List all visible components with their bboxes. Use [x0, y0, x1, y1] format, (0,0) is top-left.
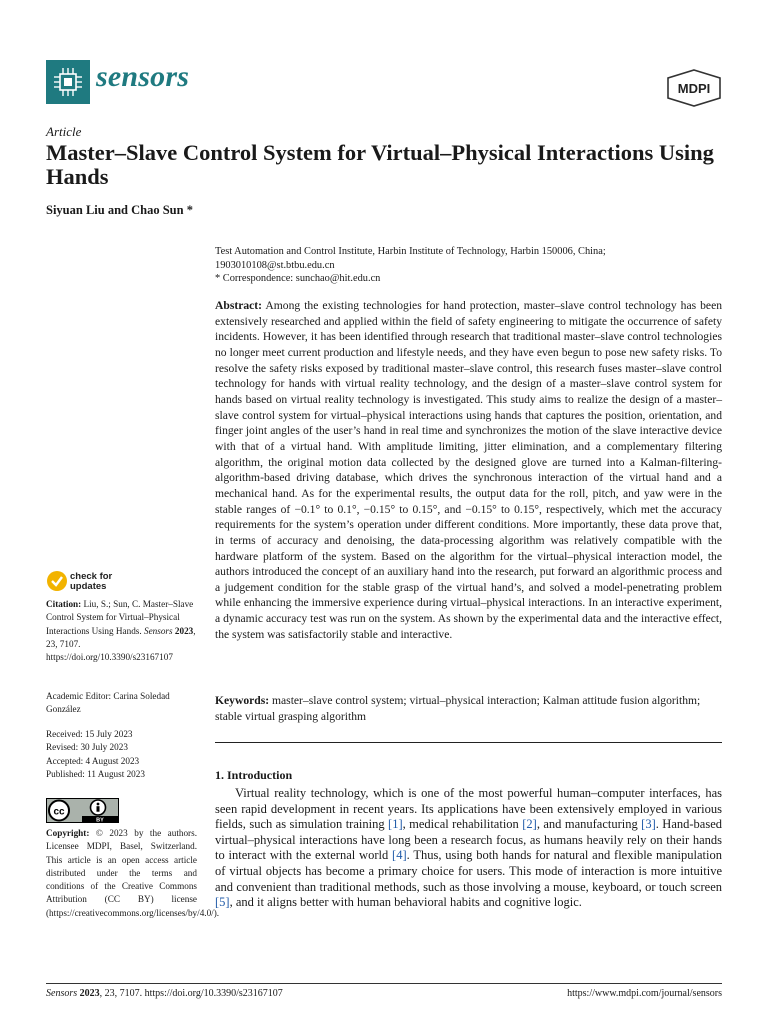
citation-doi[interactable]: , 23, 7107. https://doi.org/10.3390/s23167107 — [46, 625, 196, 663]
section-divider — [215, 742, 722, 743]
revised-date: Revised: 30 July 2023 — [46, 742, 128, 753]
check-label-line1: check for — [70, 571, 113, 582]
intro-text: , medical rehabilitation — [402, 817, 523, 832]
published-date: Published: 11 August 2023 — [46, 768, 145, 779]
citation-block — [46, 598, 196, 664]
intro-text: , and manufacturing — [536, 817, 642, 832]
citation-link[interactable]: [4] — [392, 848, 407, 863]
section-heading: 1. Introduction — [215, 768, 293, 782]
journal-logo-icon — [46, 60, 90, 104]
authors: Siyuan Liu and Chao Sun * — [46, 203, 193, 217]
copyright-notice — [46, 827, 220, 920]
received-date: Received: 15 July 2023 — [46, 729, 133, 739]
cc-by-license-icon[interactable] — [46, 798, 119, 823]
affiliation-line: Test Automation and Control Institute, Harbin Institute of Technology, Harbin 150006, China; — [215, 246, 606, 257]
footer-journal: Sensors — [46, 988, 78, 999]
copyright-text: © 2023 by the authors. Licensee MDPI, Basel, Switzerland. This article is an open access article distributed under the terms and conditions of the Creative Commons Attribution (CC BY) license (https://creativecommons.org/licenses/by/4.0/). — [46, 828, 220, 918]
affiliation-email: 1903010108@st.btbu.edu.cn — [215, 259, 335, 271]
citation-link[interactable]: [5] — [215, 895, 230, 910]
citation-link[interactable]: [2] — [522, 817, 537, 832]
mdpi-logo-icon — [664, 68, 724, 108]
dates-block — [46, 728, 196, 781]
article-type: Article — [46, 124, 82, 139]
paper-title: Master–Slave Control System for Virtual–Physical Interactions Using Hands — [46, 140, 714, 189]
check-for-updates-label[interactable] — [70, 572, 112, 592]
footer-journal-url[interactable]: https://www.mdpi.com/journal/sensors — [567, 988, 722, 999]
mdpi-logo-text: MDPI — [677, 81, 711, 96]
intro-paragraph — [215, 786, 722, 911]
keywords-text: master–slave control system; virtual–physical interaction; Kalman attitude fusion algorithm; stable virtual grasping algorithm — [215, 694, 701, 723]
svg-text:cc: cc — [53, 806, 65, 818]
keywords — [215, 693, 722, 724]
copyright-label: Copyright: — [46, 828, 90, 838]
accepted-date: Accepted: 4 August 2023 — [46, 755, 140, 766]
check-label-line2: updates — [70, 581, 107, 592]
abstract-text: Among the existing technologies for hand protection, master–slave control technology has been extensively researched and applied within the field of safety engineering to mitigate the occurrence of safety incidents. However, it has been identified through research that traditional master–slave control technologies no longer meet current production and lifestyle needs, and they have even begun to pose new safety risks. To resolve the safety risks exposed by traditional master–slave control, this research fuses master–slave control technology for hands with virtual reality technology, and the design of a master–slave control system for hands based on virtual reality technology is investigated. This study aims to realize the design of a master–slave control system for virtual–physical interactions using hands that captures the position, orientation, and finger joint angles of the user’s hand in real time and synchronizes the motion of the slave interactive device with that of a virtual hand. With amplitude limiting, jitter elimination, and a complementary filtering algorithm, the original motion data collected by the designed glove are turned into a Kalman-filtering-algorithm-based driving database, which drives the synchronous interaction of the virtual hand and a mechanical hand. As for the experimental results, the output data for the roll, pitch, and yaw were in the stable ranges of −0.1° to 0.1°, −0.15° to 0.15°, and −0.15° to 0.15°, respectively, which met the accuracy requirements for the system’s operation under different conditions. More importantly, these data prove that, in terms of accuracy and denoising, the data-processing algorithm was relatively compatible with the hardware platform of the system. Based on the algorithm for the virtual–physical interaction model, the authors introduced the concept of an auxiliary hand into the research, put forward an algorithmic process and a judgement condition for the stable grasp of the virtual hand’s, and solved a model-penetrating problem while enhancing the immersive experience during virtual–physical interactions. In an interactive experiment, a dynamic accuracy test was run on the system. As shown by the experimental data and the interactive effect, the system was satisfactorily stable and interactive. — [215, 299, 723, 641]
footer-citation — [46, 988, 283, 999]
abstract — [215, 298, 722, 642]
intro-text: , and it aligns better with human behavioral habits and cognitive logic. — [229, 895, 582, 910]
abstract-label: Abstract: — [215, 299, 263, 312]
check-for-updates-icon[interactable] — [46, 570, 68, 592]
footer-year: 2023 — [77, 988, 100, 999]
citation-text: Liu, S.; Sun, C. Master–Slave Control System for Virtual–Physical Interactions Using Hands. — [46, 599, 194, 636]
citation-link[interactable]: [3] — [641, 817, 656, 832]
correspondence: * Correspondence: sunchao@hit.edu.cn — [215, 273, 381, 284]
citation-journal: Sensors — [143, 625, 173, 636]
keywords-label: Keywords: — [215, 694, 270, 707]
cc-by-label: BY — [96, 817, 104, 823]
citation-year: 2023 — [172, 625, 194, 636]
citation-label: Citation: — [46, 599, 82, 609]
footer-divider — [46, 983, 722, 984]
affiliations — [215, 245, 725, 286]
footer-doi[interactable]: , 23, 7107. https://doi.org/10.3390/s23167107 — [99, 988, 283, 999]
intro-text: Virtual reality technology, which is one of the most powerful human–computer interfaces, has seen rapid development in recent years. Its applications have been extensively employed in various fields, such as simulation training — [215, 786, 722, 832]
intro-text: . Hand-based virtual–physical interactions have long been a research focus, as humans heavily rely on their hands to interact with the external world — [215, 817, 723, 863]
journal-name: sensors — [96, 60, 190, 93]
academic-editor: Academic Editor: Carina Soledad González — [46, 691, 170, 715]
citation-link[interactable]: [1] — [388, 817, 403, 832]
intro-text: . Thus, using both hands for natural and flexible manipulation of virtual objects has become a primary choice for users. This mode of interaction is more intuitive and convenient than traditional methods, such as those involving a mouse, keyboard, or touch screen — [215, 848, 722, 894]
